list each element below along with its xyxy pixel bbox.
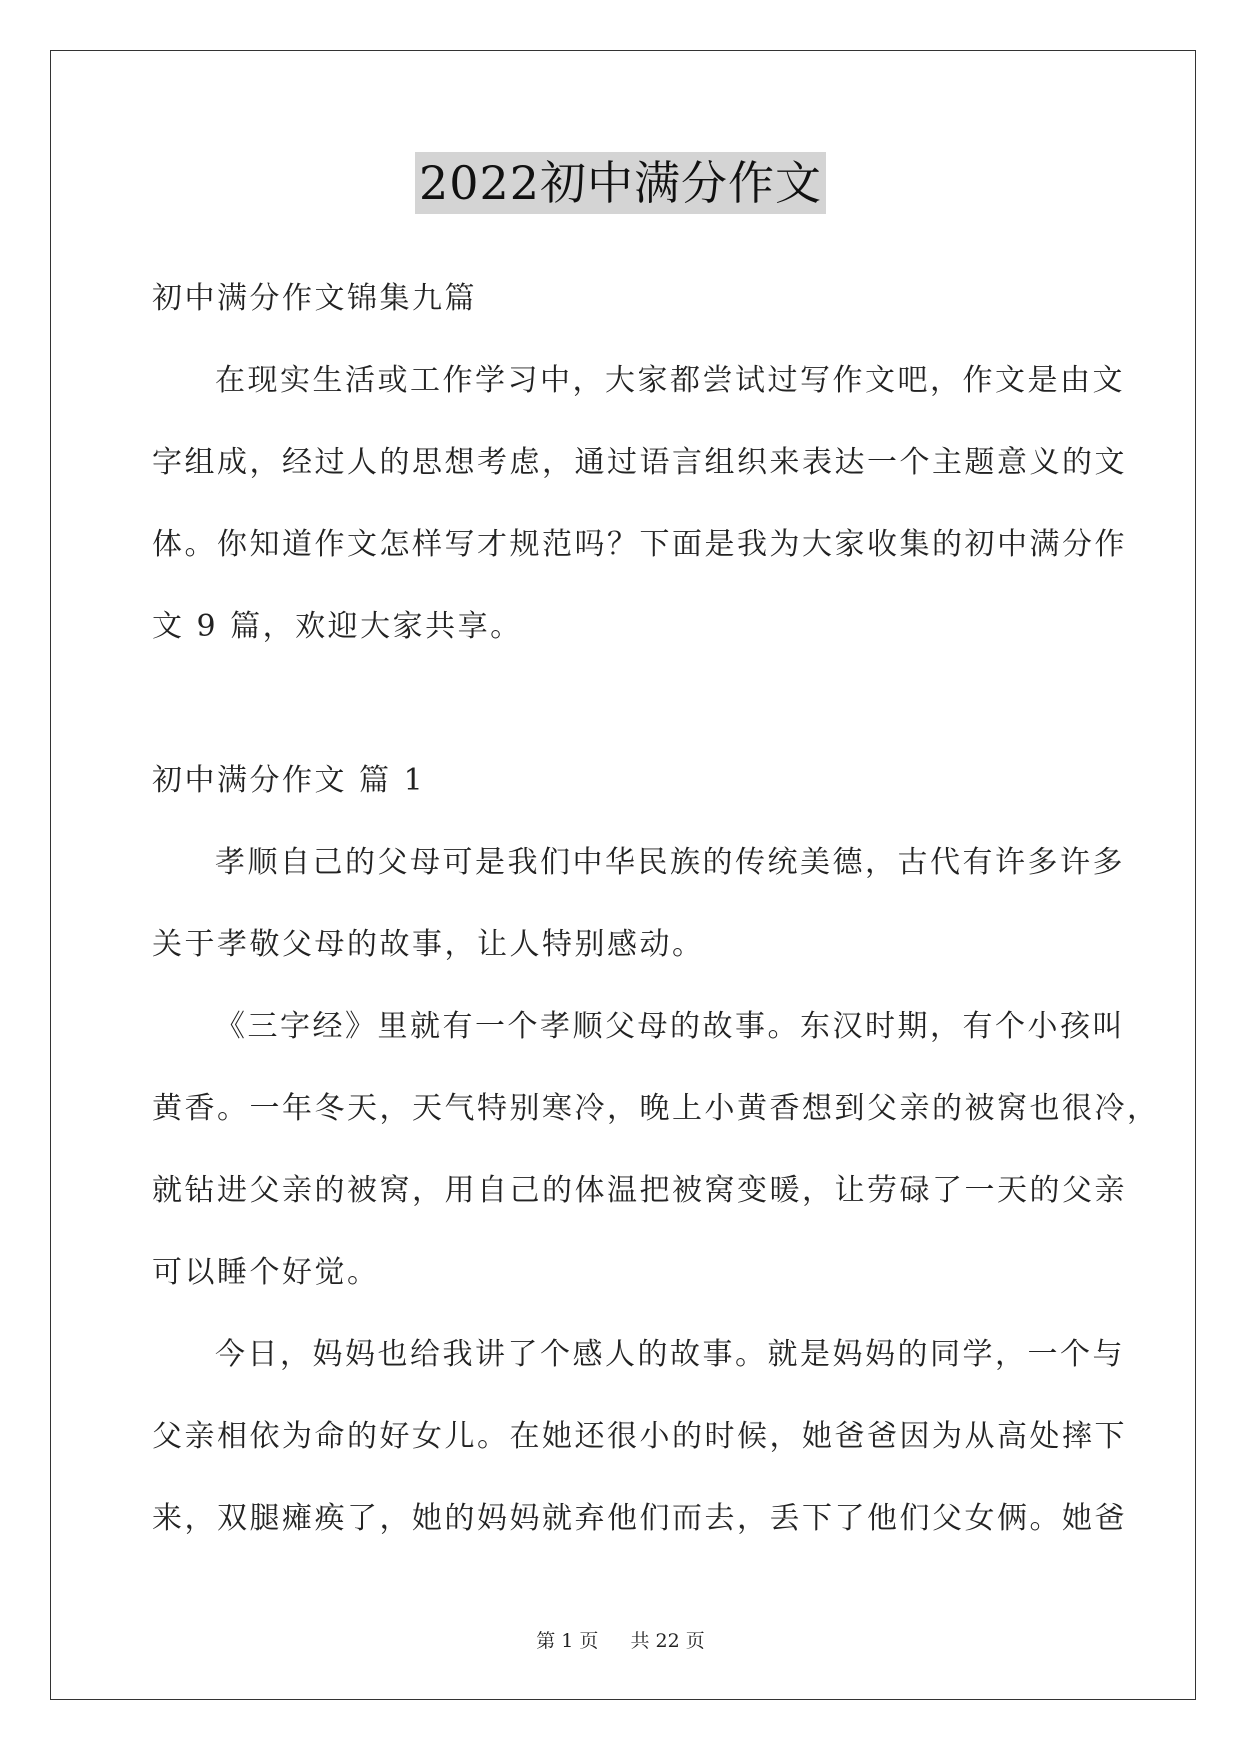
document-body [152, 258, 1160, 1560]
paragraph-line: 可以睡个好觉。 [152, 1255, 380, 1290]
paragraph-line: 今日，妈妈也给我讲了个感人的故事。就是妈妈的同学，一个与 [215, 1337, 1125, 1372]
intro-line: 字组成，经过人的思想考虑，通过语言组织来表达一个主题意义的文 [152, 445, 1127, 480]
intro-line: 体。你知道作文怎样写才规范吗？下面是我为大家收集的初中满分作 [152, 527, 1127, 562]
paragraph-line: 黄香。一年冬天，天气特别寒冷，晚上小黄香想到父亲的被窝也很冷， [152, 1091, 1160, 1126]
paragraph-line: 关于孝敬父母的故事，让人特别感动。 [152, 927, 705, 962]
title-container [0, 152, 1241, 214]
paragraph-line: 《三字经》里就有一个孝顺父母的故事。东汉时期，有个小孩叫 [215, 1009, 1125, 1044]
section-heading: 初中满分作文 篇 1 [152, 763, 426, 798]
page-number: 第 1 页 [536, 1630, 599, 1652]
page-footer [0, 1626, 1241, 1653]
document-title: 2022初中满分作文 [415, 152, 826, 214]
paragraph-line: 孝顺自己的父母可是我们中华民族的传统美德，古代有许多许多 [215, 845, 1125, 880]
paragraph-line: 来，双腿瘫痪了，她的妈妈就弃他们而去，丢下了他们父女俩。她爸 [152, 1501, 1127, 1536]
document-subtitle: 初中满分作文锦集九篇 [152, 281, 477, 316]
intro-line: 文 9 篇，欢迎大家共享。 [152, 609, 523, 644]
paragraph-line: 父亲相依为命的好女儿。在她还很小的时候，她爸爸因为从高处摔下 [152, 1419, 1127, 1454]
intro-line: 在现实生活或工作学习中，大家都尝试过写作文吧，作文是由文 [215, 363, 1125, 398]
paragraph-line: 就钻进父亲的被窝，用自己的体温把被窝变暖，让劳碌了一天的父亲 [152, 1173, 1127, 1208]
page-total: 共 22 页 [630, 1630, 705, 1652]
